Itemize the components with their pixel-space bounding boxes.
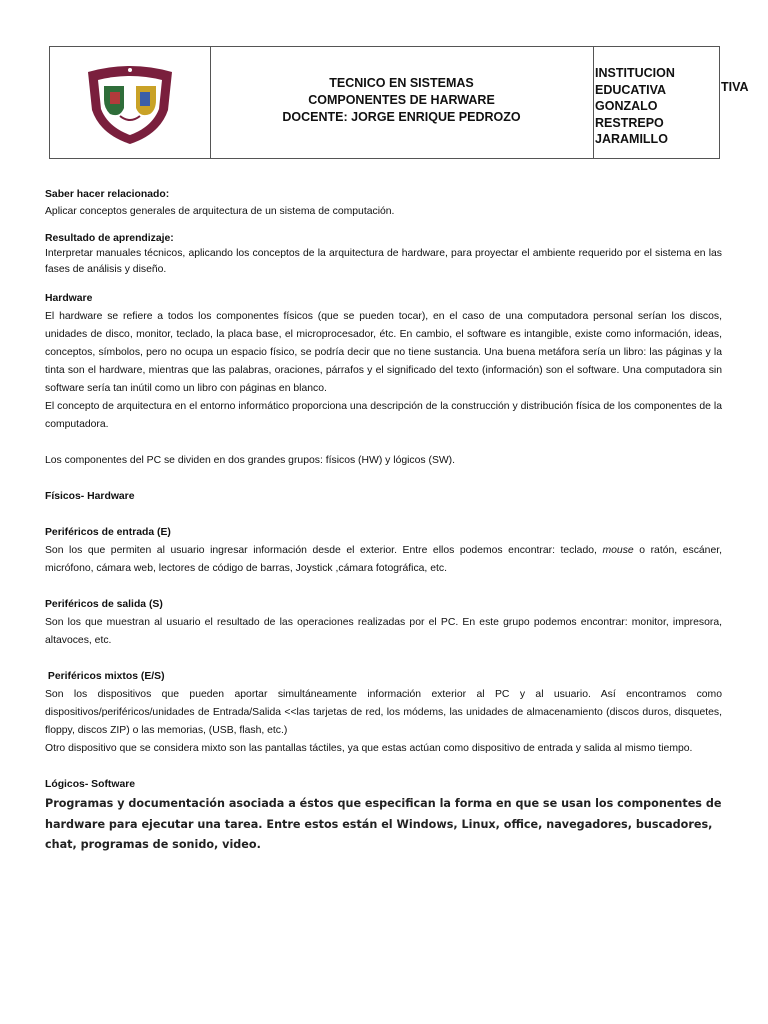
saber-heading: Saber hacer relacionado:: [45, 189, 170, 200]
school-shield-crest-icon: [80, 64, 180, 146]
institution-line-1: INSTITUCION: [595, 66, 675, 80]
title-cell: [210, 47, 594, 158]
salida-heading: Periféricos de salida (S): [45, 599, 163, 610]
header-table: [49, 46, 720, 159]
institution-line-3: GONZALO: [595, 99, 658, 113]
institution-line-4: RESTREPO: [595, 115, 664, 130]
title-line-1: TECNICO EN SISTEMAS: [329, 76, 474, 90]
saber-text: Aplicar conceptos generales de arquitectura de un sistema de computación.: [45, 206, 395, 217]
mixtos-paragraph-1: Son los dispositivos que pueden aportar simultáneamente información exterior al PC y al usuario. Así encontramos como dispositivos/periféricos/unidades de Entrada/Salida <<las tarjetas de red, los módems, las unidades de almacenamiento (discos duros, disquetes, floppy, discos ZIP) o las memorias, (USB, flash, etc.): [45, 689, 722, 736]
components-text: Los componentes del PC se dividen en dos grandes grupos: físicos (HW) y lógicos (SW).: [45, 455, 456, 466]
hardware-paragraph-2: El concepto de arquitectura en el entorno informático proporciona una descripción de la construcción y distribución física de los componentes de la computadora.: [45, 401, 722, 430]
institution-line-2: EDUCATIVA: [595, 82, 667, 97]
institution-overflow-text: TIVA: [721, 80, 749, 94]
document-body: [45, 186, 722, 856]
entrada-text-part-1: Son los que permiten al usuario ingresar información desde el exterior. Entre ellos podemos encontrar: teclado,: [45, 545, 603, 556]
entrada-heading: Periféricos de entrada (E): [45, 527, 171, 538]
institution-cell: [593, 47, 719, 158]
title-line-2: COMPONENTES DE HARWARE: [308, 93, 495, 107]
salida-text: Son los que muestran al usuario el resultado de las operaciones realizadas por el PC. En este grupo podemos encontrar: monitor, impresora, altavoces, etc.: [45, 617, 722, 646]
logicos-text-content: Programas y documentación asociada a éstos que especifican la forma en que se usan los componentes de hardware para ejecutar una tarea. Entre estos están el Windows, Linux, office, navegadores, buscadores, chat, programas de sonido, video.: [45, 797, 722, 851]
logicos-heading: Lógicos- Software: [45, 779, 136, 790]
mixtos-heading: Periféricos mixtos (E/S): [45, 671, 165, 682]
mixtos-paragraph-2: Otro dispositivo que se considera mixto son las pantallas táctiles, ya que estas actúan como dispositivo de entrada y salida al mismo tiempo.: [45, 743, 693, 754]
resultado-heading: Resultado de aprendizaje:: [45, 233, 174, 244]
institution-line-5: JARAMILLO: [595, 132, 668, 146]
entrada-text-mouse: mouse: [602, 545, 634, 556]
hardware-paragraph-1: El hardware se refiere a todos los componentes físicos (que se pueden tocar), en el caso de una computadora personal serían los discos, unidades de disco, monitor, teclado, la placa base, el microprocesador, étc. En cambio, el software es intangible, existe como información, ideas, conceptos, símbolos, pero no ocupa un espacio físico, se podría decir que no tiene sustancia. Una buena metáfora sería un libro: las páginas y la tinta son el hardware, mientras que las palabras, oraciones, párrafos y el significado del texto (información) son el software. Una computadora sin software sería tan inútil como un libro con páginas en blanco.: [45, 311, 722, 394]
resultado-text: Interpretar manuales técnicos, aplicando los conceptos de la arquitectura de hardware, para proyectar el ambiente requerido por el sistema en las fases de análisis y diseño.: [45, 248, 722, 275]
entrada-text-part-2: o ratón, escáner, micrófono, cámara web, lectores de código de barras, Joystick ,cámara fotográfica, etc.: [45, 545, 722, 574]
title-line-3: DOCENTE: JORGE ENRIQUE PEDROZO: [282, 110, 521, 124]
logo-cell: [50, 47, 211, 158]
fisicos-heading: Físicos- Hardware: [45, 491, 135, 502]
logicos-text: [45, 794, 722, 856]
entrada-text: [45, 542, 722, 578]
hardware-heading: Hardware: [45, 293, 93, 304]
